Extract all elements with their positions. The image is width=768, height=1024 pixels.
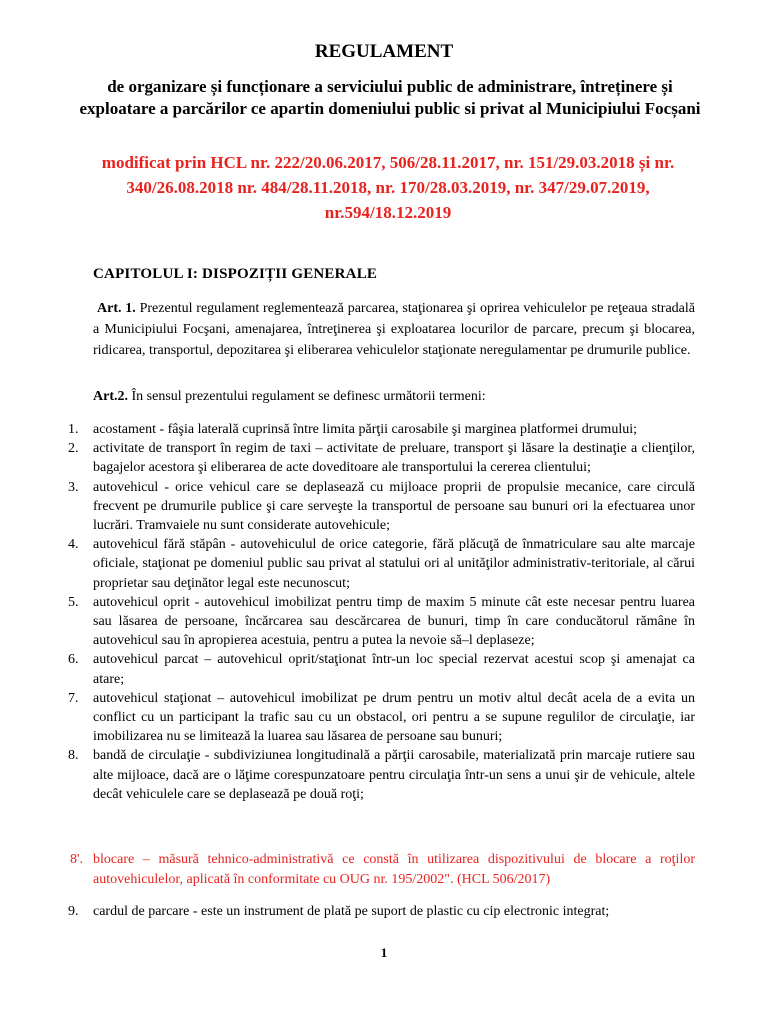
- list-item: [68, 439, 695, 477]
- list-item-number: 5.: [68, 594, 79, 610]
- list-item-text: autovehicul - orice vehicul care se deplasează cu mijloace proprii de propulsie mecanice, care circulă frecvent pe drumurile publice şi care serveşte la transportul de persoane sau bunuri ori la efectuarea unor lucrări. Tramvaiele nu sunt considerate autovehicule;: [93, 479, 695, 534]
- article-2-label: Art.2.: [93, 389, 128, 404]
- list-item-text: blocare – măsură tehnico-administrativă ce constă în utilizarea dispozitivului de blocare a roţilor autovehiculelor, aplicată în conformitate cu OUG nr. 195/2002". (HCL 506/2017): [93, 852, 695, 887]
- article-2: [93, 386, 695, 407]
- list-item-text: cardul de parcare - este un instrument de plată pe suport de plastic cu cip electronic integrat;: [93, 904, 610, 919]
- list-item: [68, 478, 695, 536]
- list-item: [68, 420, 695, 439]
- list-item-9: [68, 902, 695, 922]
- list-item: [68, 746, 695, 804]
- list-item-number: 9.: [68, 904, 79, 919]
- list-item-number: 6.: [68, 652, 79, 668]
- list-item-text: autovehicul fără stăpân - autovehiculul de orice categorie, fără plăcuţă de înmatriculare sau alte marcaje oficiale, staţionat pe domeniul public sau privat al statului ori al unităţilor administrativ-teritoriale, al cărui proprietar sau deţinător legal este necunoscut;: [93, 537, 695, 591]
- document-title: REGULAMENT: [314, 41, 454, 62]
- list-item-text: bandă de circulaţie - subdiviziunea longitudinală a părţii carosabile, materializată prin marcaje rutiere sau alte mijloace, dacă are o lăţime corespunzatoare pentru circulaţia într-un sens a unui şir de vehicule, altele decât vehiculele care se deplasează pe două roţi;: [93, 748, 695, 802]
- list-item-8-prime: [68, 850, 695, 890]
- document-subtitle: de organizare și funcționare a serviciului public de administrare, întreținere și exploatare a parcărilor ce apartin domeniului public si privat al Municipiului Focșani: [79, 77, 701, 118]
- list-item: [68, 689, 695, 747]
- list-item-text: autovehicul staţionat – autovehicul imobilizat pe drum pentru un motiv altul decât acela de a evita un conflict cu un participant la trafic sau cu un obstacol, ori pentru a se supune regulilor de circulaţie, iar imobilizarea nu se limitează la luarea sau lăsarea de persoane sau bunuri;: [93, 690, 695, 745]
- list-item-number: 2.: [68, 441, 79, 457]
- list-item-number: 8.: [68, 748, 79, 764]
- list-item-number: 1.: [68, 422, 79, 437]
- page-number: 1: [380, 945, 388, 960]
- list-item: [68, 593, 695, 651]
- article-1: [93, 298, 695, 361]
- article-1-text: Prezentul regulament reglementează parcarea, staţionarea şi oprirea vehiculelor pe reţeaua stradală a Municipiului Focşani, amenajarea, întreţinerea şi exploatarea locurilor de parcare, precum şi blocarea, ridicarea, transportul, depozitarea şi eliberarea vehiculelor staţionate neregulamentar pe drumurile publice.: [93, 301, 695, 358]
- list-item-number: 7.: [68, 690, 79, 706]
- list-item-number: 4.: [68, 537, 79, 553]
- definitions-list: [68, 420, 695, 804]
- list-item: [68, 535, 695, 593]
- amendment-note: modificat prin HCL nr. 222/20.06.2017, 506/28.11.2017, nr. 151/29.03.2018 și nr. 340/26.08.2018 nr. 484/28.11.2018, nr. 170/28.03.2019, nr. 347/29.07.2019, nr.594/18.12.2019: [101, 153, 675, 222]
- article-2-text: În sensul prezentului regulament se definesc următorii termeni:: [128, 389, 486, 404]
- list-item-text: acostament - fâşia laterală cuprinsă între limita părţii carosabile şi marginea platformei drumului;: [93, 422, 637, 437]
- list-item-number: 3.: [68, 479, 79, 495]
- article-1-label: Art. 1.: [97, 301, 136, 316]
- list-item-text: autovehicul parcat – autovehicul oprit/staţionat într-un loc special rezervat acestui scop şi amenajat ca atare;: [93, 652, 695, 687]
- list-item-text: autovehicul oprit - autovehicul imobilizat pentru timp de maxim 5 minute cât este necesar pentru luarea sau lăsarea de persoane, încărcarea sau descărcarea de bunuri, timp în care conducătorul rămâne în autovehicul sau în apropierea acestuia, pentru a putea la nevoie să–l deplaseze;: [93, 594, 695, 649]
- list-item-text: activitate de transport în regim de taxi – activitate de preluare, transport şi lăsare la destinaţie a clienţilor, bagajelor acestora şi eliberarea de acte doveditoare ale transportului la cererea clientului;: [93, 441, 695, 476]
- list-item: [68, 650, 695, 688]
- list-item-number: 8'.: [70, 852, 84, 867]
- chapter-heading: CAPITOLUL I: DISPOZIȚII GENERALE: [93, 266, 378, 282]
